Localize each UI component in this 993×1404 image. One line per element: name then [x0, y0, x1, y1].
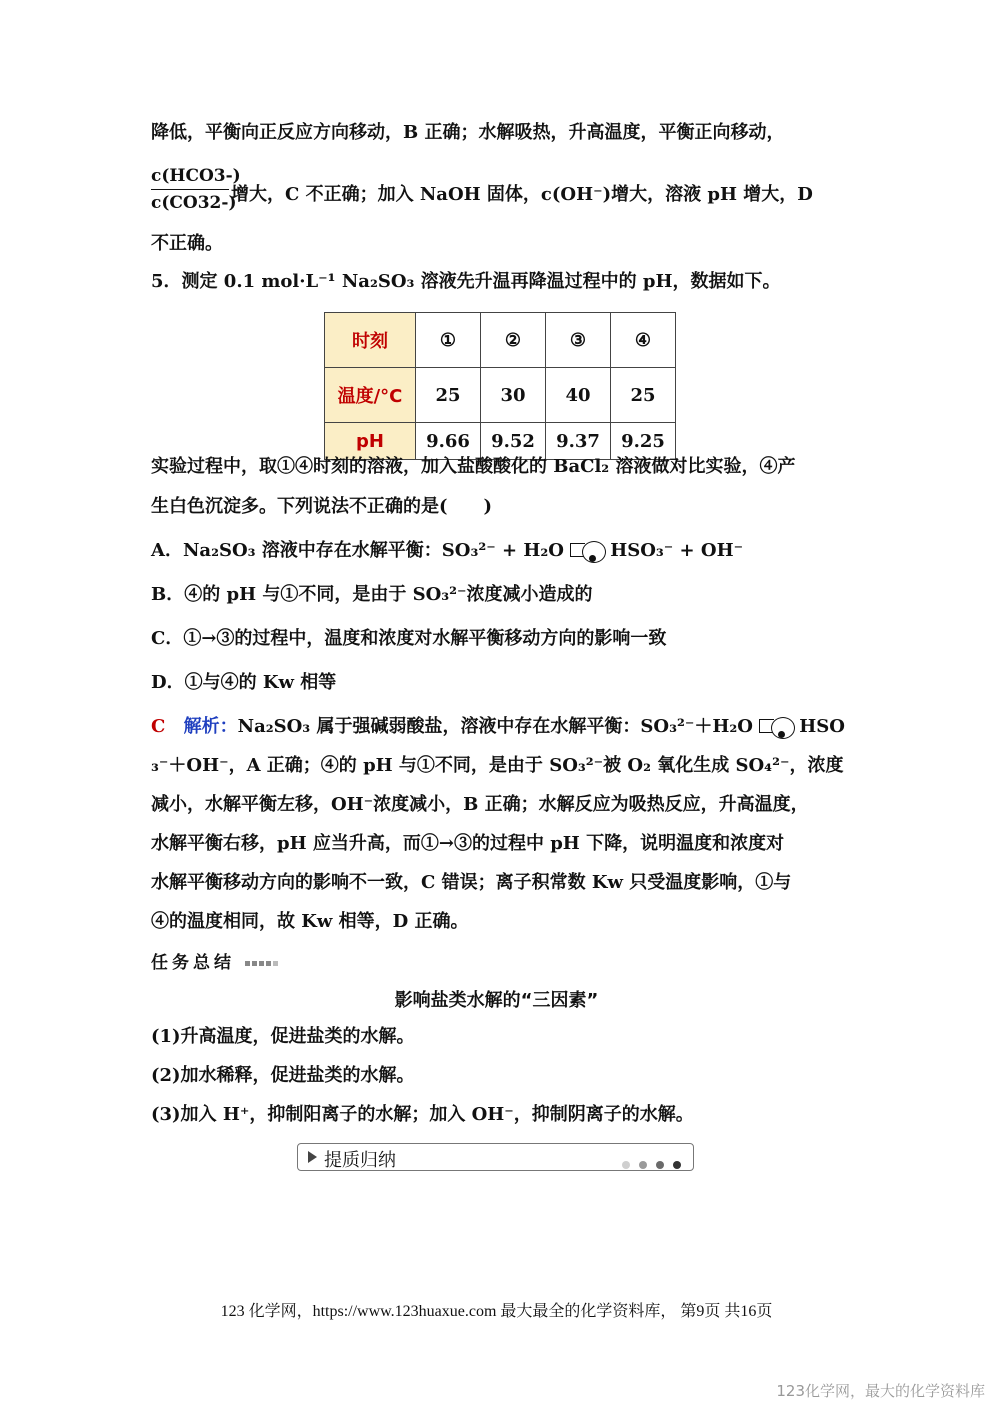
time-cell: ①: [416, 313, 481, 368]
fraction-bar: [151, 189, 229, 190]
answer-line-5: 水解平衡移动方向的影响不一致，C 错误；离子积常数 Kw 只受温度影响，①与: [151, 872, 792, 893]
answer-l1-post: HSO: [799, 716, 845, 737]
header-ph: pH: [325, 423, 416, 460]
option-c: C．①→③的过程中，温度和浓度对水解平衡移动方向的影响一致: [151, 628, 667, 649]
ph-cell: 9.25: [611, 423, 676, 460]
summary-title: 影响盐类水解的“三因素”: [394, 990, 599, 1011]
banner-label: 提质归纳: [324, 1150, 396, 1171]
answer-line-6: ④的温度相同，故 Kw 相等，D 正确。: [151, 911, 469, 932]
task-summary-text: 任务总结: [151, 953, 235, 973]
reversible-arrow-icon: [570, 541, 610, 561]
task-summary-label: [151, 948, 280, 973]
play-triangle-icon: [308, 1151, 317, 1163]
fraction-denominator: c(CO32-): [151, 193, 237, 213]
header-time: 时刻: [325, 313, 416, 368]
answer-letter: C: [151, 716, 166, 737]
option-a-pre: A．Na₂SO₃ 溶液中存在水解平衡：SO₃²⁻ + H₂O: [151, 540, 571, 561]
q5-after-2: 生白色沉淀多。下列说法不正确的是( ): [151, 496, 493, 517]
dot-icon: [656, 1161, 664, 1169]
prev-line-2: 增大，C 不正确；加入 NaOH 固体，c(OH⁻)增大，溶液 pH 增大，D: [231, 184, 813, 205]
prev-line-3: 不正确。: [151, 233, 223, 254]
header-temp: 温度/°C: [325, 368, 416, 423]
q5-stem: 5．测定 0.1 mol·L⁻¹ Na₂SO₃ 溶液先升温再降温过程中的 pH，数据如下。: [151, 271, 781, 292]
dot-icon: [622, 1161, 630, 1169]
section-banner: [297, 1143, 694, 1171]
answer-l1-pre: Na₂SO₃ 属于强碱弱酸盐，溶液中存在水解平衡：SO₃²⁻＋H₂O: [237, 716, 760, 737]
option-a: [151, 539, 743, 563]
ph-cell: 9.66: [416, 423, 481, 460]
fraction-numerator: c(HCO3-): [151, 166, 241, 186]
answer-line-3: 减小，水解平衡左移，OH⁻浓度减小，B 正确；水解反应为吸热反应，升高温度，: [151, 794, 809, 815]
ratio-fraction: [151, 166, 241, 213]
reversible-arrow-icon: [759, 717, 799, 737]
time-cell: ③: [546, 313, 611, 368]
table-row-ph: [325, 423, 676, 460]
temp-cell: 40: [546, 368, 611, 423]
option-d: D．①与④的 Kw 相等: [151, 672, 337, 693]
option-b: B．④的 pH 与①不同，是由于 SO₃²⁻浓度减小造成的: [151, 584, 593, 605]
page-footer: 123 化学网，https://www.123huaxue.com 最大最全的化学资料库， 第9页 共16页: [220, 1303, 773, 1320]
dot-icon: [639, 1161, 647, 1169]
temp-cell: 25: [611, 368, 676, 423]
table-row-time: [325, 313, 676, 368]
answer-line-4: 水解平衡右移，pH 应当升高，而①→③的过程中 pH 下降，说明温度和浓度对: [151, 833, 785, 854]
watermark: 123化学网，最大的化学资料库: [776, 1382, 985, 1400]
ph-cell: 9.37: [546, 423, 611, 460]
ph-data-table: [324, 312, 676, 460]
dot-icon: [673, 1161, 681, 1169]
summary-item: (3)加入 H⁺，抑制阳离子的水解；加入 OH⁻，抑制阴离子的水解。: [151, 1104, 694, 1125]
q5-after-1: 实验过程中，取①④时刻的溶液，加入盐酸酸化的 BaCl₂ 溶液做对比实验，④产: [151, 456, 796, 477]
summary-item: (2)加水稀释，促进盐类的水解。: [151, 1065, 415, 1086]
answer-label: 解析：: [183, 716, 238, 737]
summary-item: (1)升高温度，促进盐类的水解。: [151, 1026, 415, 1047]
prev-line-1: 降低，平衡向正反应方向移动，B 正确；水解吸热，升高温度，平衡正向移动，: [151, 122, 785, 143]
option-a-post: HSO₃⁻ + OH⁻: [610, 540, 744, 561]
time-cell: ②: [481, 313, 546, 368]
temp-cell: 25: [416, 368, 481, 423]
answer-line-2: ₃⁻＋OH⁻，A 正确；④的 pH 与①不同，是由于 SO₃²⁻被 O₂ 氧化生成 SO₄²⁻，浓度: [151, 755, 844, 776]
square-dots-icon: [245, 953, 280, 973]
temp-cell: 30: [481, 368, 546, 423]
time-cell: ④: [611, 313, 676, 368]
answer-line-1: [151, 715, 845, 739]
progress-dots: [613, 1153, 681, 1174]
ph-cell: 9.52: [481, 423, 546, 460]
table-row-temp: [325, 368, 676, 423]
